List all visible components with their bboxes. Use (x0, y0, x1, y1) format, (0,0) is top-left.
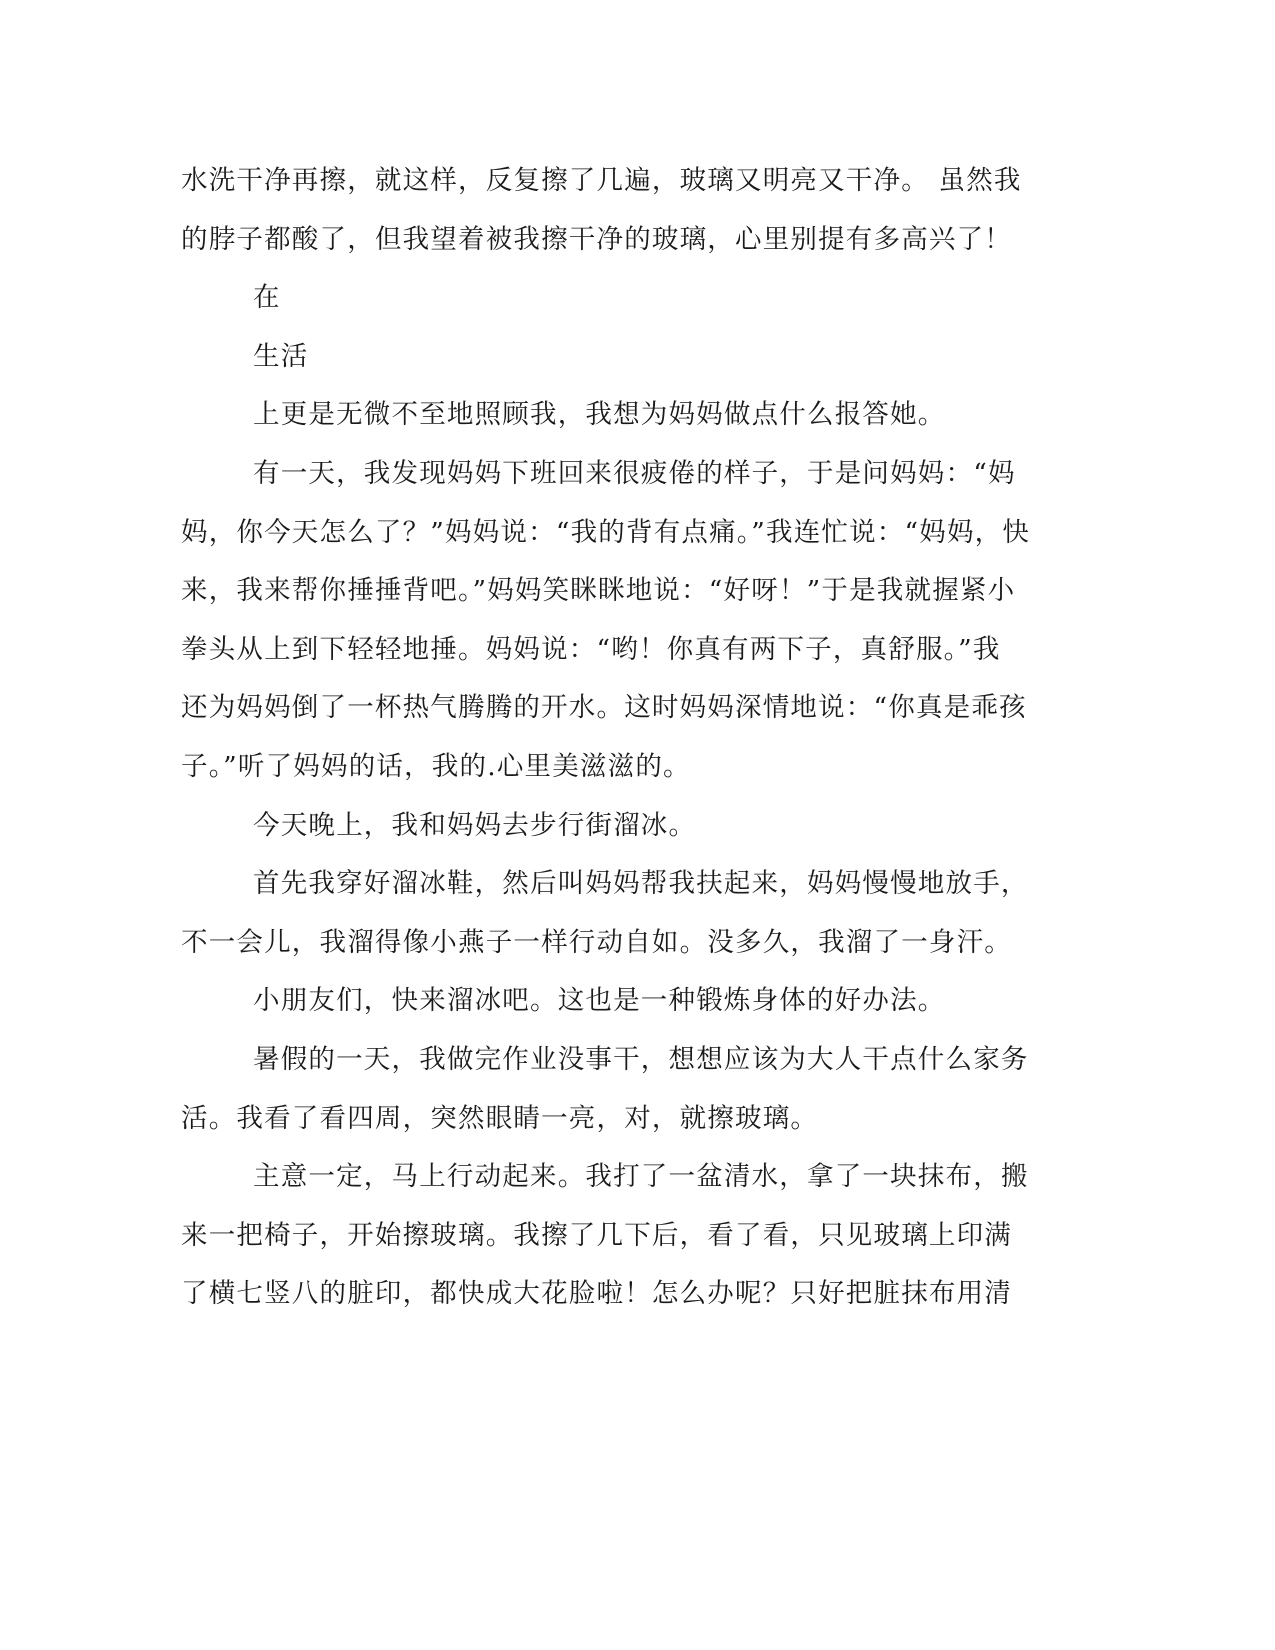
text-line: 子。”听了妈妈的话，我的.心里美滋滋的。 (181, 750, 691, 782)
text-line: 活。我看了看四周，突然眼睛一亮，对，就擦玻璃。 (181, 1102, 819, 1134)
text-line: 上更是无微不至地照顾我，我想为妈妈做点什么报答她。 (253, 399, 946, 431)
text-line: 有一天，我发现妈妈下班回来很疲倦的样子，于是问妈妈：“妈 (253, 457, 1016, 489)
text-line: 的脖子都酸了，但我望着被我擦干净的玻璃，心里别提有多高兴了！ (181, 223, 1012, 255)
text-line: 妈，你今天怎么了？”妈妈说：“我的背有点痛。”我连忙说：“妈妈，快 (181, 516, 1031, 548)
text-line: 首先我穿好溜冰鞋，然后叫妈妈帮我扶起来，妈妈慢慢地放手， (253, 868, 1029, 900)
text-line: 不一会儿，我溜得像小燕子一样行动自如。没多久，我溜了一身汗。 (181, 926, 1012, 958)
text-line: 来一把椅子，开始擦玻璃。我擦了几下后，看了看，只见玻璃上印满 (181, 1219, 1012, 1251)
text-line: 拳头从上到下轻轻地捶。妈妈说：“哟！你真有两下子，真舒服。”我 (181, 633, 1001, 665)
text-line: 主意一定，马上行动起来。我打了一盆清水，拿了一块抹布，搬 (253, 1161, 1029, 1193)
text-line: 来，我来帮你捶捶背吧。”妈妈笑眯眯地说：“好呀！”于是我就握紧小 (181, 575, 1016, 607)
text-line: 还为妈妈倒了一杯热气腾腾的开水。这时妈妈深情地说：“你真是乖孩 (181, 692, 1027, 724)
text-line: 生活 (253, 340, 309, 372)
text-line: 了横七竖八的脏印，都快成大花脸啦！怎么办呢？只好把脏抹布用清 (181, 1278, 1012, 1310)
text-line: 小朋友们，快来溜冰吧。这也是一种锻炼身体的好办法。 (253, 985, 946, 1017)
text-line: 暑假的一天，我做完作业没事干，想想应该为大人干点什么家务 (253, 1043, 1029, 1075)
text-line: 水洗干净再擦，就这样，反复擦了几遍，玻璃又明亮又干净。 虽然我 (181, 165, 1022, 196)
text-line: 今天晚上，我和妈妈去步行街溜冰。 (253, 809, 697, 841)
body-text (181, 152, 1041, 1324)
text-line: 在 (253, 282, 281, 314)
